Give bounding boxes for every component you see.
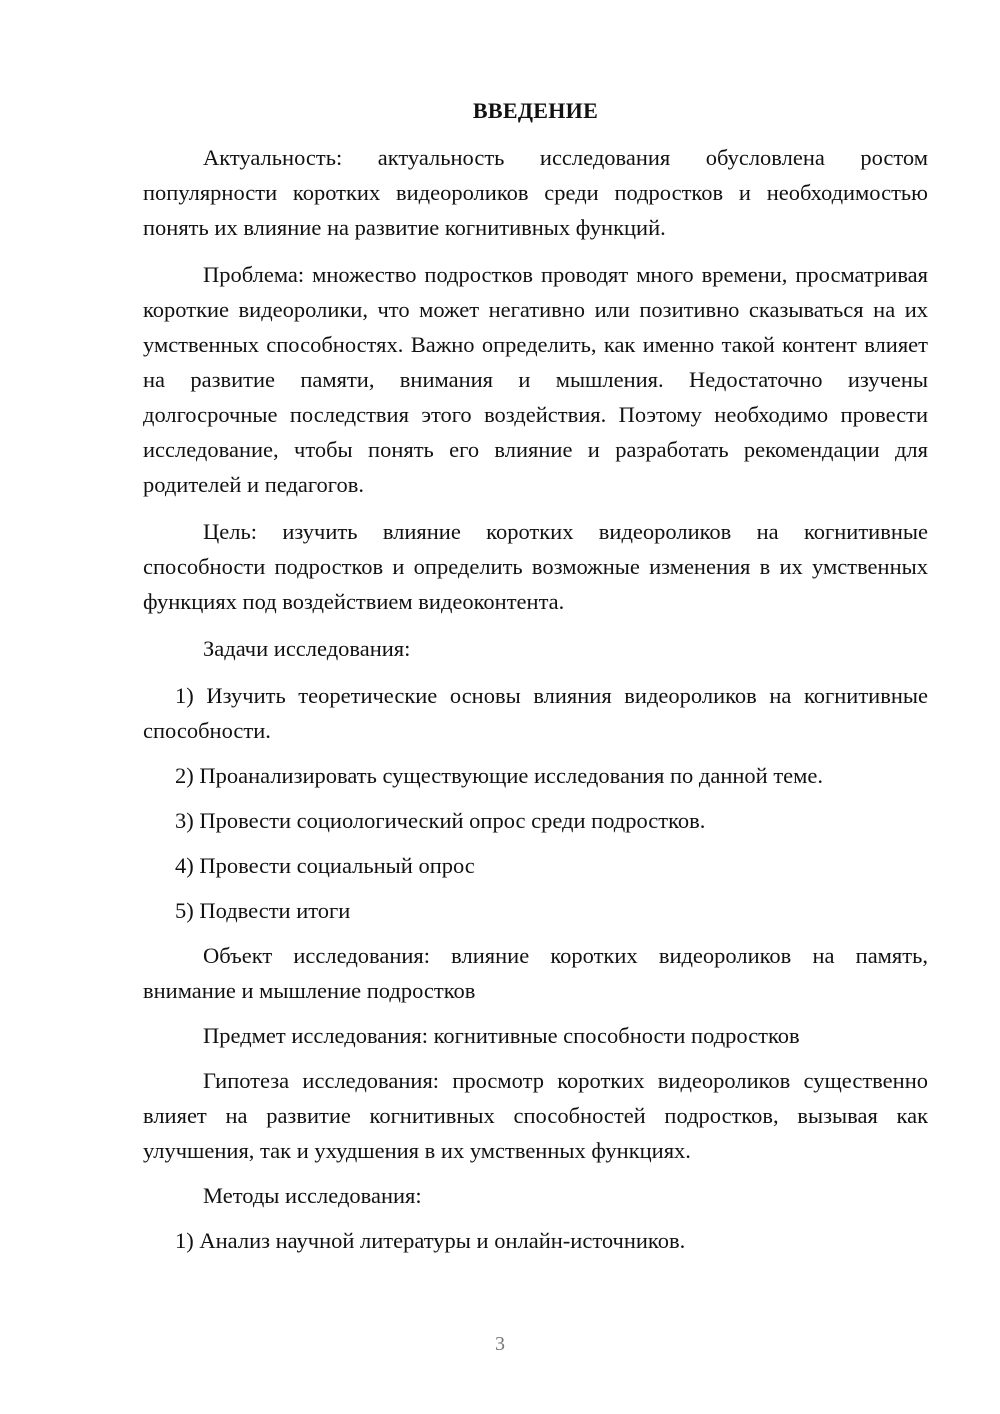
methods-title: Методы исследования: (203, 1183, 422, 1208)
method-item: 1) Анализ научной литературы и онлайн-источников. (175, 1228, 686, 1253)
page-number: 3 (495, 1333, 505, 1355)
goal-paragraph: Цель: изучить влияние коротких видеороликов на когнитивные способности подростков и определить возможные изменения в их умственных функциях под воздействием видеоконтента. (143, 519, 928, 614)
tasks-title: Задачи исследования: (203, 636, 411, 661)
task-item: 4) Провести социальный опрос (175, 853, 475, 878)
relevance-paragraph: Актуальность: актуальность исследования обусловлена ростом популярности коротких видеороликов среди подростков и необходимостью понять их влияние на развитие когнитивных функций. (143, 145, 928, 240)
task-item: 2) Проанализировать существующие исследования по данной теме. (175, 763, 824, 788)
task-item: 1) Изучить теоретические основы влияния видеороликов на когнитивные способности. (143, 683, 928, 743)
subject-paragraph: Предмет исследования: когнитивные способности подростков (203, 1023, 800, 1048)
section-heading: ВВЕДЕНИЕ (472, 98, 599, 123)
task-item: 3) Провести социологический опрос среди подростков. (175, 808, 706, 833)
object-paragraph: Объект исследования: влияние коротких видеороликов на память, внимание и мышление подростков (143, 943, 928, 1003)
task-item: 5) Подвести итоги (175, 898, 351, 923)
problem-paragraph: Проблема: множество подростков проводят много времени, просматривая короткие видеоролики, что может негативно или позитивно сказываться на их умственных способностях. Важно определить, как именно такой контент влияет на развитие памяти, внимания и мышления. Недостаточно изучены долгосрочные последствия этого воздействия. Поэтому необходимо провести исследование, чтобы понять его влияние и разработать рекомендации для родителей и педагогов. (143, 262, 928, 497)
page-content (143, 96, 928, 1268)
hypothesis-paragraph: Гипотеза исследования: просмотр коротких видеороликов существенно влияет на развитие когнитивных способностей подростков, вызывая как улучшения, так и ухудшения в их умственных функциях. (143, 1068, 928, 1163)
